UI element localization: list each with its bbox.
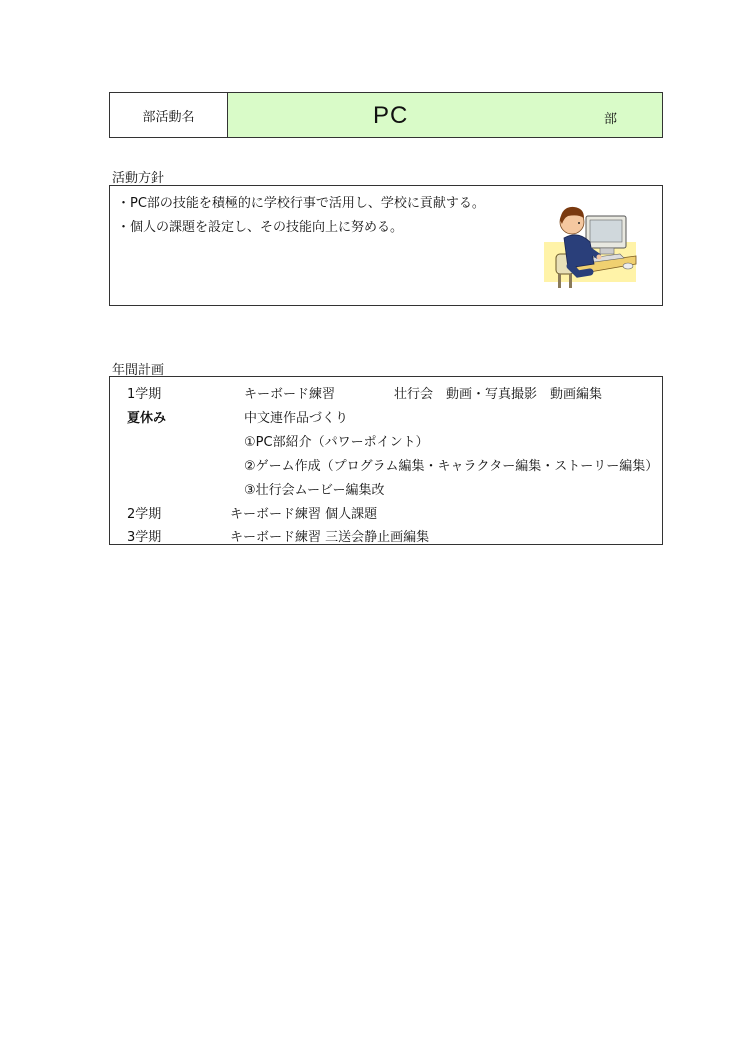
- plan-item: 壮行会 動画・写真撮影 動画編集: [394, 387, 603, 402]
- policy-line: ・PC部の技能を積極的に学校行事で活用し、学校に貢献する。: [117, 196, 485, 211]
- policy-title: 活動方針: [112, 171, 165, 186]
- term-label: 2学期: [127, 507, 162, 522]
- annual-plan-table: [109, 376, 663, 545]
- person-at-computer-illustration: [538, 194, 638, 292]
- policy-line: ・個人の課題を設定し、その技能向上に努める。: [117, 220, 404, 235]
- term-label: 3学期: [127, 530, 162, 545]
- club-name-box: [109, 92, 663, 138]
- club-value-cell: [228, 93, 662, 137]
- plan-item: 中文連作品づくり: [244, 411, 349, 426]
- plan-item: ③壮行会ムービー編集改: [244, 483, 385, 498]
- plan-title: 年間計画: [112, 363, 165, 378]
- plan-item: キーボード練習 三送会静止画編集: [230, 530, 430, 545]
- club-suffix: 部: [604, 112, 618, 127]
- club-name: PC: [373, 102, 409, 129]
- policy-box: [109, 185, 663, 306]
- plan-item: ②ゲーム作成（プログラム編集・キャラクター編集・ストーリー編集）: [244, 459, 659, 474]
- term-label: 1学期: [127, 387, 162, 402]
- plan-item: ①PC部紹介（パワーポイント）: [244, 435, 429, 450]
- club-label: 部活動名: [110, 93, 228, 137]
- plan-item: キーボード練習 個人課題: [230, 507, 378, 522]
- term-label: 夏休み: [127, 411, 167, 426]
- plan-item: キーボード練習: [244, 387, 336, 402]
